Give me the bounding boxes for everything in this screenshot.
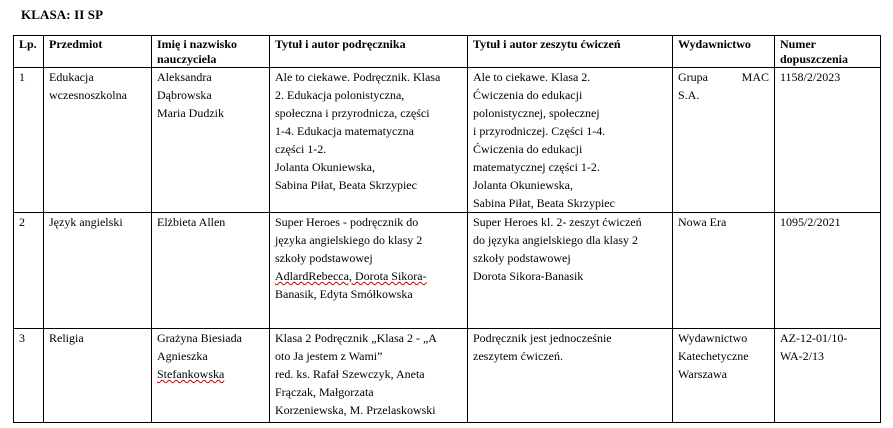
cell-subject: Religia [44, 329, 152, 423]
publisher-word: Grupa [678, 70, 708, 84]
teacher-line: Grażyna Biesiada [157, 331, 242, 345]
cell-approval-number: 1158/2/2023 [775, 68, 881, 213]
header-textbook: Tytuł i autor podręcznika [270, 36, 468, 68]
teacher-line: Maria Dudzik [157, 106, 224, 120]
cell-workbook [468, 329, 673, 423]
cell-lp: 2 [14, 213, 44, 329]
workbook-line: Ćwiczenia do edukacji [473, 88, 583, 102]
publisher-line: S.A. [678, 88, 700, 102]
workbook-line: zeszytem ćwiczeń. [473, 349, 563, 363]
cell-subject: Język angielski [44, 213, 152, 329]
table-row [14, 213, 881, 329]
header-approval-number: Numer dopuszczenia [775, 36, 881, 68]
textbook-line: Super Heroes - podręcznik do [275, 215, 419, 229]
teacher-line: Agnieszka [157, 349, 208, 363]
cell-workbook [468, 68, 673, 213]
header-workbook: Tytuł i autor zeszytu ćwiczeń [468, 36, 673, 68]
cell-publisher [673, 329, 775, 423]
workbook-line: i przyrodniczej. Części 1-4. [473, 124, 606, 138]
workbook-line: szkoły podstawowej [473, 251, 571, 265]
publisher-line: Wydawnictwo [678, 331, 748, 345]
cell-approval-number [775, 329, 881, 423]
cell-publisher [673, 213, 775, 329]
table-header-row [14, 36, 881, 68]
textbook-line: części 1-2. [275, 142, 327, 156]
workbook-line: Dorota Sikora-Banasik [473, 269, 584, 283]
teacher-line: Stefankowska [157, 367, 225, 381]
cell-textbook [270, 329, 468, 423]
approval-line: AZ-12-01/10- [780, 331, 848, 345]
textbook-line: języka angielskiego do klasy 2 [275, 233, 423, 247]
cell-teacher [152, 68, 270, 213]
header-publisher: Wydawnictwo [673, 36, 775, 68]
table-row [14, 68, 881, 213]
textbook-line: Korzeniewska, M. Przelaskowski [275, 403, 436, 417]
textbook-table [13, 35, 881, 423]
textbook-line: Jolanta Okuniewska, [275, 160, 375, 174]
textbook-line: szkoły podstawowej [275, 251, 373, 265]
cell-teacher [152, 329, 270, 423]
cell-workbook [468, 213, 673, 329]
approval-line: WA-2/13 [780, 349, 824, 363]
publisher-line: Katechetyczne [678, 349, 749, 363]
workbook-line: do języka angielskiego dla klasy 2 [473, 233, 638, 247]
workbook-line: Ale to ciekawe. Klasa 2. [473, 70, 591, 84]
textbook-line: AdlardRebecca, Dorota Sikora- [275, 269, 427, 283]
workbook-line: polonistycznej, społecznej [473, 106, 600, 120]
header-lp: Lp. [14, 36, 44, 68]
workbook-line: Super Heroes kl. 2- zeszyt ćwiczeń [473, 215, 642, 229]
textbook-line: 2. Edukacja polonistyczna, [275, 88, 405, 102]
page-title: KLASA: II SP [21, 7, 104, 22]
workbook-line: Ćwiczenia do edukacji [473, 142, 583, 156]
publisher-line: Warszawa [678, 367, 728, 381]
workbook-line: Podręcznik jest jednocześnie [473, 331, 612, 345]
textbook-line: oto Ja jestem z Wami” [275, 349, 383, 363]
textbook-line: Ale to ciekawe. Podręcznik. Klasa [275, 70, 441, 84]
teacher-line: Dąbrowska [157, 88, 212, 102]
cell-teacher [152, 213, 270, 329]
publisher-line: Nowa Era [678, 215, 727, 229]
table-row [14, 329, 881, 423]
cell-textbook [270, 213, 468, 329]
publisher-line [678, 68, 769, 86]
cell-approval-number: 1095/2/2021 [775, 213, 881, 329]
workbook-line: Jolanta Okuniewska, [473, 178, 573, 192]
textbook-line: społeczna i przyrodnicza, części [275, 106, 430, 120]
header-subject: Przedmiot [44, 36, 152, 68]
textbook-line: Sabina Piłat, Beata Skrzypiec [275, 178, 417, 192]
cell-lp: 3 [14, 329, 44, 423]
workbook-line: Sabina Piłat, Beata Skrzypiec [473, 196, 615, 210]
workbook-line: matematycznej części 1-2. [473, 160, 600, 174]
publisher-word: MAC [741, 70, 769, 84]
textbook-line: 1-4. Edukacja matematyczna [275, 124, 414, 138]
cell-publisher [673, 68, 775, 213]
textbook-line: red. ks. Rafał Szewczyk, Aneta [275, 367, 425, 381]
textbook-line: Banasik, Edyta Smółkowska [275, 287, 413, 301]
textbook-line: Frączak, Małgorzata [275, 385, 374, 399]
cell-textbook [270, 68, 468, 213]
cell-lp: 1 [14, 68, 44, 213]
teacher-line: Aleksandra [157, 70, 212, 84]
cell-subject: Edukacja wczesnoszkolna [44, 68, 152, 213]
textbook-line: Klasa 2 Podręcznik „Klasa 2 - „A [275, 331, 437, 345]
teacher-line: Elżbieta Allen [157, 215, 226, 229]
header-teacher: Imię i nazwisko nauczyciela [152, 36, 270, 68]
